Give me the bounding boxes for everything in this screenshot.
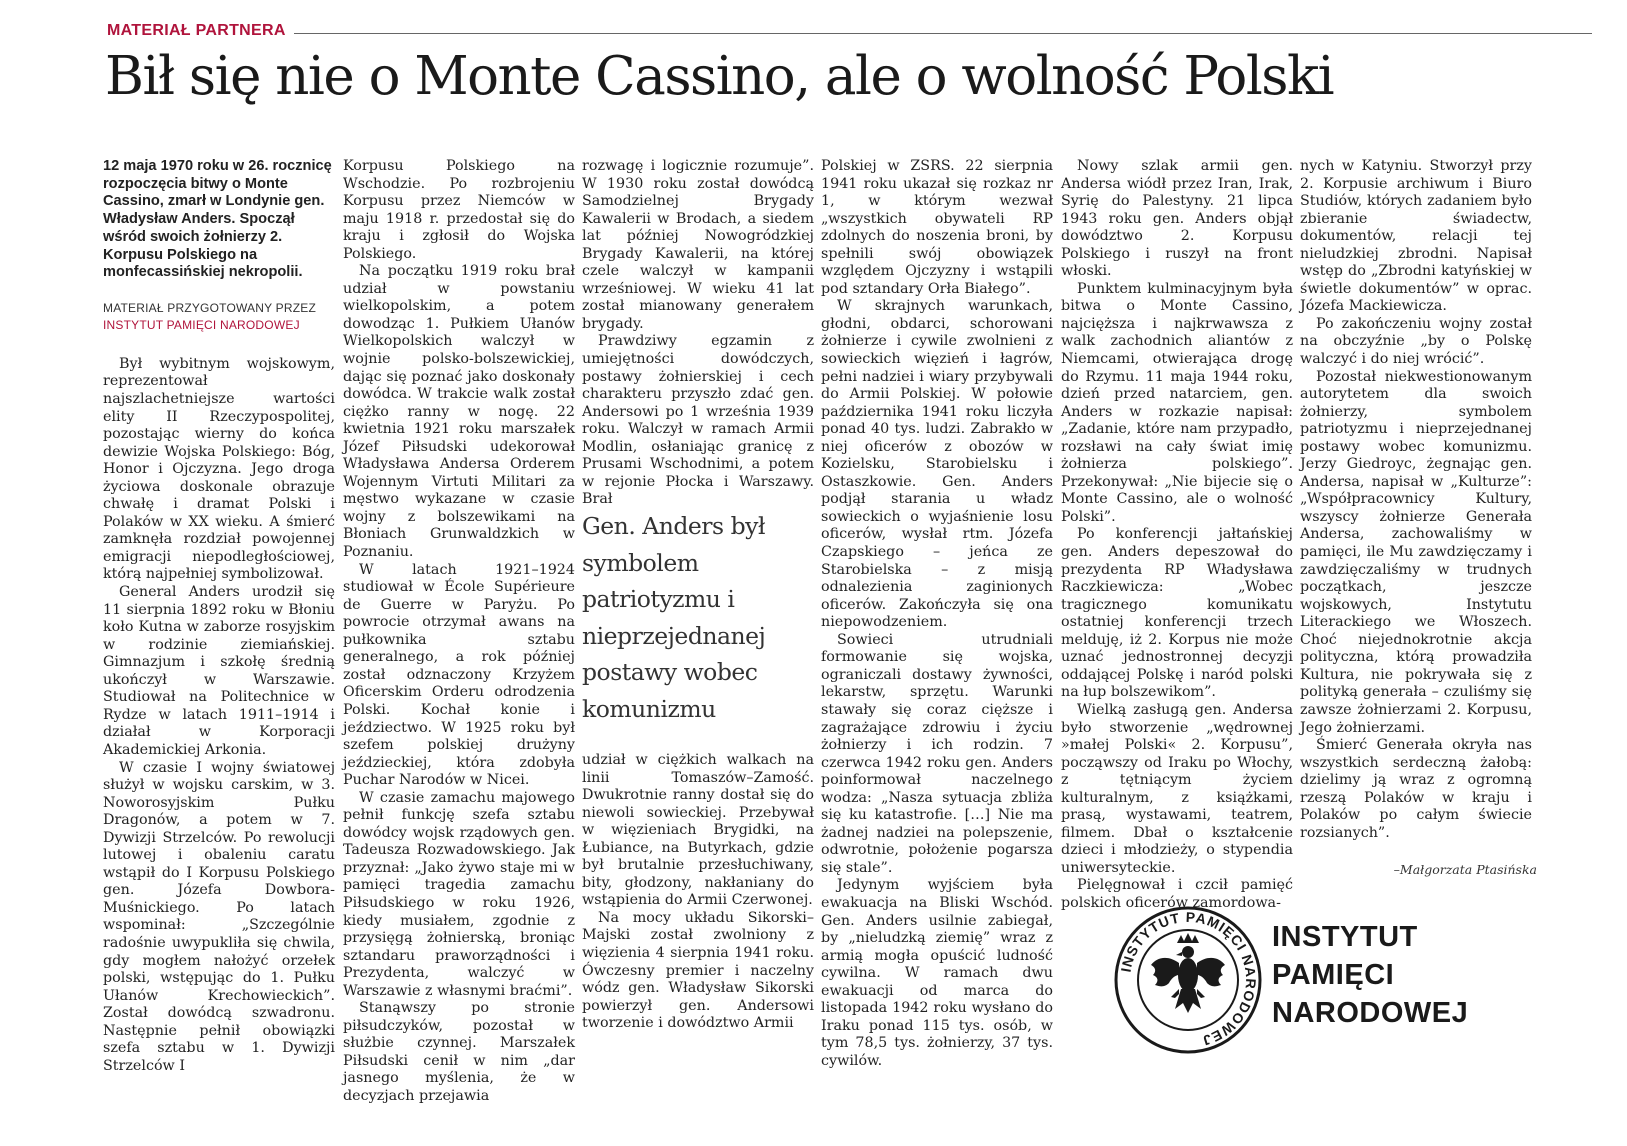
prepared-by	[103, 300, 335, 334]
headline: Bił się nie o Monte Cassino, ale o wolność Polski	[105, 46, 1334, 107]
pull-quote: Gen. Anders był symbolem patriotyzmu i nieprzejednanej postawy wobec komunizmu	[582, 512, 766, 723]
polish-eagle-seal-icon	[1113, 905, 1263, 1055]
prepared-by-label: MATERIAŁ PRZYGOTOWANY PRZEZ	[103, 300, 316, 315]
paragraph: nych w Katyniu. Stworzył przy 2. Korpusie archiwum i Biuro Studiów, których zadaniem było zbieranie świadectw, dokumentów, relacji tej nieludzkiej zbrodni. Napisał wstęp do „Zbrodni katyńskiej w świetle dokumentów” w oprac. Józefa Mackiewicza.	[1300, 158, 1532, 315]
column-6	[1300, 158, 1532, 863]
paragraph: Prawdziwy egzamin z umiejętności dowódczych, postawy żołnierskiej i cech charakteru przyszło zdać gen. Andersowi po 1 września 1939 roku. Walczył w ramach Armii Modlin, osłaniając granicę z Prusami Wschodnimi, a potem w rejonie Płocka i Warszawy. Brał	[582, 333, 814, 508]
paragraph: Pozostał niekwestionowanym autorytetem dla swoich żołnierzy, symbolem patriotyzmu i nieprzejednanej postawy wobec komunizmu. Jerzy Giedroyc, żegnając gen. Andersa, napisał w „Kulturze”: „Współpracownicy Kultury, wszyscy żołnierze Generała Andersa, zachowaliśmy w pamięci, ile Mu zawdzięczamy i zawdzięczaliśmy w trudnych początkach, jeszcze wojskowych, Instytutu Literackiego we Włoszech. Choć niejednokrotnie akcja polityczna, którą prowadziła Kultura, nie pokrywała się z polityką generała – czuliśmy się zawsze żołnierzami 2. Korpusu, Jego żołnierzami.	[1300, 368, 1532, 736]
paragraph: Po konferencji jałtańskiej gen. Anders depeszował do prezydenta RP Władysława Raczkiewicza: „Wobec tragicznego komunikatu ostatniej konferencji trzech melduję, iż 2. Korpus nie może uznać jednostronnej decyzji oddającej Polskę i naród polski na łup bolszewikom”.	[1061, 526, 1293, 701]
author-signature: –Małgorzata Ptasińska	[1393, 862, 1537, 877]
paragraph: Śmierć Generała okryła nas wszystkich serdeczną żałobą: dzielimy ją wraz z ogromną rzeszą Polaków w kraju i Polaków po całym świecie rozsianych”.	[1300, 737, 1532, 841]
column-3-bottom	[582, 752, 814, 1098]
paragraph: Na początku 1919 roku brał udział w powstaniu wielkopolskim, a potem dowodząc 1. Pułkiem Ułanów Wielkopolskich walczył w wojnie polsko-bolszewickiej, dając się poznać jako doskonały dowódca. W trakcie walk został ciężko ranny w nogę. 22 kwietnia 1921 roku marszałek Józef Piłsudski udekorował Władysława Andersa Orderem Wojennym Virtuti Militari za męstwo wykazane w czasie wojny z bolszewikami na Błoniach Grunwaldzkich w Poznaniu.	[343, 263, 575, 561]
paragraph: Po zakończeniu wojny został na obczyźnie „by o Polskę walczyć i do niej wrócić”.	[1300, 315, 1532, 368]
kicker-rule	[107, 33, 1592, 34]
paragraph: Wielką zasługą gen. Andersa było stworzenie „wędrownej »małej Polski« 2. Korpusu”, począwszy od Iraku po Włochy, z tętniącym życiem kulturalnym, z książkami, prasą, wystawami, teatrem, filmem. Dbał o kształcenie dzieci i młodzieży, o stypendia uniwersyteckie.	[1061, 701, 1293, 876]
wordmark-line: INSTYTUT	[1272, 921, 1418, 953]
kicker-label: MATERIAŁ PARTNERA	[107, 22, 294, 40]
paragraph: udział w ciężkich walkach na linii Tomaszów–Zamość. Dwukrotnie ranny dostał się do niewoli sowieckiej. Przebywał w więzieniach Brygidki, na Łubiance, na Butyrkach, gdzie był brutalnie przesłuchiwany, bity, głodzony, nakłaniany do wstąpienia do Armii Czerwonej.	[582, 752, 814, 909]
paragraph: W czasie zamachu majowego pełnił funkcję szefa sztabu dowódcy wojsk rządowych gen. Tadeusza Rozwadowskiego. Jak przyznał: „Jako żywo staje mi w pamięci tragedia zamachu Piłsudskiego w roku 1926, kiedy musiałem, zgodnie z przysięgą żołnierską, broniąc sztandaru praworządności i Prezydenta, walczyć w Warszawie z własnymi braćmi”.	[343, 789, 575, 999]
paragraph: W skrajnych warunkach, głodni, obdarci, schorowani żołnierze i cywile zwolnieni z sowieckich więzień i łagrów, pełni nadziei i wiary przybywali do Armii Polskiej. W połowie października 1941 roku liczyła ponad 40 tys. ludzi. Zabrakło w niej oficerów z obozów w Kozielsku, Starobielsku i Ostaszkowie. Gen. Anders podjął starania u władz sowieckich o wyjaśnienie losu oficerów, wysłał rtm. Józefa Czapskiego – jeńca ze Starobielska – z misją odnalezienia zaginionych oficerów. Zakończyła się ona niepowodzeniem.	[821, 298, 1053, 631]
paragraph: Stanąwszy po stronie piłsudczyków, pozostał w służbie czynnej. Marszałek Piłsudski cenił w nim „dar jasnego myślenia, że w decyzjach przejawia	[343, 1000, 575, 1104]
paragraph: Polskiej w ZSRS. 22 sierpnia 1941 roku ukazał się rozkaz nr 1, w którym wezwał „wszystkich obywateli RP zdolnych do noszenia broni, by spełnili swój obowiązek względem Ojczyzny i wstąpili pod sztandary Orła Białego”.	[821, 158, 1053, 297]
paragraph: W latach 1921–1924 studiował w École Supérieure de Guerre w Paryżu. Po powrocie otrzymał awans na pułkownika sztabu generalnego, a rok później został odznaczony Krzyżem Oficerskim Orderu odrodzenia Polski. Kochał konie i jeździectwo. W 1925 roku był szefem polskiej drużyny jeździeckiej, która zdobyła Puchar Narodów w Nicei.	[343, 561, 575, 789]
column-1	[103, 158, 335, 1098]
paragraph: Na mocy układu Sikorski–Majski został zwolniony z więzienia 4 sierpnia 1941 roku. Ówczesny premier i naczelny wódz gen. Władysław Sikorski powierzył gen. Andersowi tworzenie i dowództwo Armii	[582, 909, 814, 1032]
kicker	[107, 20, 1592, 48]
column-3-top	[582, 158, 814, 508]
paragraph: Był wybitnym wojskowym, reprezentował najszlachetniejsze wartości elity II Rzeczypospolitej, pozostając wierny do końca dewizie Wojska Polskiego: Bóg, Honor i Ojczyzna. Jego droga życiowa doskonale obrazuje chwałę i dramat Polski i Polaków w XX wieku. A śmierć zamknęła rozdział powojennej emigracji niepodległościowej, którą najpełniej symbolizował.	[103, 355, 335, 583]
paragraph: General Anders urodził się 11 sierpnia 1892 roku w Błoniu koło Kutna w zaborze rosyjskim w rodzinie ziemiańskiej. Gimnazjum i szkołę średnią ukończył w Warszawie. Studiował na Politechnice w Rydze w latach 1911–1914 i działał w Korporacji Akademickiej Arkonia.	[103, 584, 335, 758]
seal-ring-text: INSTYTUT PAMIĘCI NARODOWEJ	[1117, 908, 1260, 1050]
wordmark-line: NARODOWEJ	[1272, 997, 1469, 1029]
column-4	[821, 158, 1053, 1098]
paragraph: Korpusu Polskiego na Wschodzie. Po rozbrojeniu Korpusu przez Niemców w maju 1918 r. przedostał się do kraju i zgłosił do Wojska Polskiego.	[343, 158, 575, 262]
column-2	[343, 158, 575, 1104]
wordmark-line: PAMIĘCI	[1272, 959, 1395, 991]
paragraph: rozwagę i logicznie rozumuje”. W 1930 roku został dowódcą Samodzielnej Brygady Kawalerii w Brodach, a siedem lat później Nowogródzkiej Brygady Kawalerii, na której czele walczył w kampanii wrześniowej. W wieku 41 lat został mianowany generałem brygady.	[582, 158, 814, 332]
article-lead: 12 maja 1970 roku w 26. rocznicę rozpoczęcia bitwy o Monte Cassino, zmarł w Londynie gen. Władysław Anders. Spoczął wśród swoich żołnierzy 2. Korpusu Polskiego na monfecassińskiej nekropolii.	[103, 158, 332, 281]
paragraph: Sowieci utrudniali formowanie się wojska, ograniczali dostawy żywności, lekarstw, sprzętu. Warunki stawały się coraz cięższe i zagrażające zdrowiu i życiu żołnierzy i ich rodzin. 7 czerwca 1942 roku gen. Anders poinformował naczelnego wodza: „Nasza sytuacja zbliża się ku katastrofie. […] Nie ma żadnej nadziei na polepszenie, odwrotnie, położenie pogarsza się stale”.	[821, 631, 1053, 876]
paragraph: Nowy szlak armii gen. Andersa wiódł przez Iran, Irak, Syrię do Palestyny. 21 lipca 1943 roku gen. Anders objął dowództwo 2. Korpusu Polskiego i ruszył na front włoski.	[1061, 158, 1293, 280]
ipn-wordmark	[1272, 918, 1468, 1032]
paragraph: Jedynym wyjściem była ewakuacja na Bliski Wschód. Gen. Anders usilnie zabiegał, by „nieludzką ziemię” wraz z armią mogła opuścić ludność cywilna. W ramach dwu ewakuacji od marca do listopada 1942 roku wysłano do Iraku ponad 115 tys. osób, w tym 78,5 tys. żołnierzy, 37 tys. cywilów.	[821, 877, 1053, 1069]
paragraph: W czasie I wojny światowej służył w wojsku carskim, w 3. Noworosyjskim Pułku Dragonów, a potem w 7. Dywizji Strzelców. Po rewolucji lutowej i obaleniu caratu wstąpił do I Korpusu Polskiego gen. Józefa Dowbora-Muśnickiego. Po latach wspominał: „Szczególnie radośnie uwypukliła się chwila, gdy mogłem nałożyć orzełek polski, wstępując do 1. Pułku Ułanów Krechowieckich”. Został dowódcą szwadronu. Następnie pełnił obowiązki szefa sztabu w 1. Dywizji Strzelców I	[103, 759, 335, 1074]
paragraph: Punktem kulminacyjnym była bitwa o Monte Cassino, najcięższa i najkrwawsza z walk zachodnich aliantów z Niemcami, otwierająca drogę do Rzymu. 11 maja 1944 roku, dzień przed natarciem, gen. Anders w rozkazie napisał: „Zadanie, które nam przypadło, rozsławi na cały świat imię żołnierza polskiego”. Przekonywał: „Nie bijecie się o Monte Cassino, ale o wolność Polski”.	[1061, 280, 1293, 525]
prepared-by-institute: INSTYTUT PAMIĘCI NARODOWEJ	[103, 317, 300, 332]
paragraph: Pielęgnował i czcił pamięć polskich oficerów zamordowa-	[1061, 877, 1293, 911]
column-5	[1061, 158, 1293, 911]
